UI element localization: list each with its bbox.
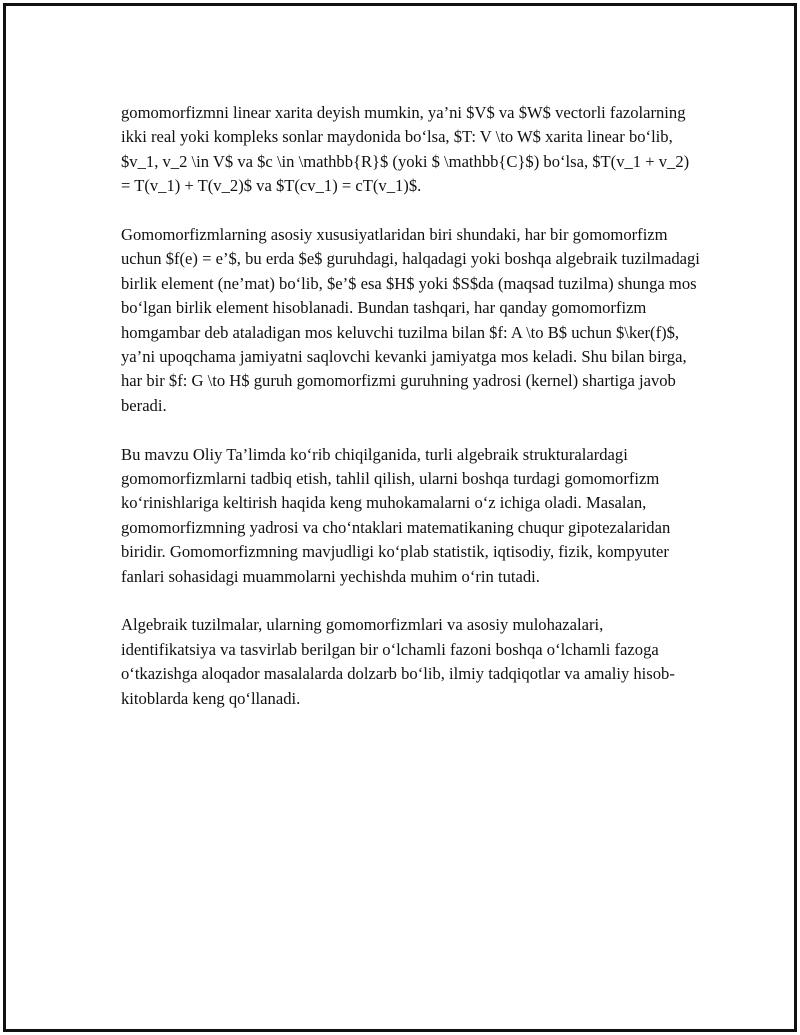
document-body (121, 101, 701, 736)
page-frame (3, 3, 797, 1032)
paragraph-1: gomomorfizmni linear xarita deyish mumkin, ya’ni $V$ va $W$ vectorli fazolarning ikki real yoki kompleks sonlar maydonida bo‘lsa, $T: V \to W$ xarita linear bo‘lib, $v_1, v_2 \in V$ va $c \in \mathbb{R}$ (yoki $ \mathbb{C}$) bo‘lsa, $T(v_1 + v_2) = T(v_1) + T(v_2)$ va $T(cv_1) = cT(v_1)$. (121, 103, 690, 196)
paragraph-3: Bu mavzu Oliy Ta’limda ko‘rib chiqilganida, turli algebraik strukturalardagi gomomorfizmlarni tadbiq etish, tahlil qilish, ularni boshqa turdagi gomomorfizm ko‘rinishlariga keltirish haqida keng muhokamalarni o‘z ichiga oladi. Masalan, gomomorfizmning yadrosi va cho‘ntaklari matematikaning chuqur gipotezalaridan biridir. Gomomorfizmning mavjudligi ko‘plab statistik, iqtisodiy, fizik, kompyuter fanlari sohasidagi muammolarni yechishda muhim o‘rin tutadi. (121, 444, 671, 586)
paragraph-2: Gomomorfizmlarning asosiy xususiyatlaridan biri shundaki, har bir gomomorfizm uchun $f(e) = e’$, bu erda $e$ guruhdagi, halqadagi yoki boshqa algebraik tuzilmadagi birlik element (ne’mat) bo‘lib, $e’$ esa $H$ yoki $S$da (maqsad tuzilma) shunga mos bo‘lgan birlik element hisoblanadi. Bundan tashqari, har qanday gomomorfizm homgambar deb ataladigan mos keluvchi tuzilma bilan $f: A \to B$ uchun $\ker(f)$, ya’ni upoqchama jamiyatni saqlovchi kevanki jamiyatga mos keladi. Shu bilan birga, har bir $f: G \to H$ guruh gomomorfizmi guruhning yadrosi (kernel) shartiga javob beradi. (121, 225, 700, 415)
paragraph-4: Algebraik tuzilmalar, ularning gomomorfizmlari va asosiy mulohazalari, identifikatsiya va tasvirlab berilgan bir o‘lchamli fazoni boshqa o‘lchamli fazoga o‘tkazishga aloqador masalalarda dolzarb bo‘lib, ilmiy tadqiqotlar va amaliy hisob-kitoblarda keng qo‘llanadi. (121, 615, 675, 708)
